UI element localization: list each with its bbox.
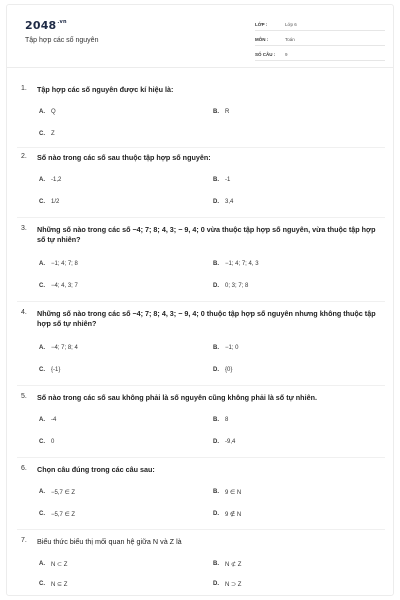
question-number: 4.: [21, 309, 27, 316]
option-key: B.: [213, 109, 219, 115]
option-key: D.: [213, 581, 219, 587]
meta-subject: [255, 34, 385, 46]
option-d[interactable]: [213, 581, 241, 588]
option-key: B.: [213, 177, 219, 183]
question-text: Số nào trong các số sau không phải là số nguyên cũng không phải là số tự nhiên.: [37, 393, 317, 402]
option-value: 3,4: [225, 199, 234, 205]
option-b[interactable]: [213, 261, 259, 267]
question-divider: [17, 385, 385, 386]
option-c[interactable]: [39, 131, 55, 137]
option-value: N ⊃ Z: [225, 582, 242, 588]
option-a[interactable]: [39, 417, 56, 423]
option-key: A.: [39, 261, 45, 267]
option-key: B.: [213, 489, 219, 495]
option-value: −5,7 ∈ Z: [51, 512, 76, 518]
option-key: C.: [39, 511, 45, 517]
option-c[interactable]: [39, 511, 75, 518]
option-key: D.: [213, 439, 219, 445]
option-value: Q: [51, 109, 56, 115]
option-key: C.: [39, 581, 45, 587]
option-d[interactable]: [213, 199, 233, 205]
option-value: 0: [51, 439, 55, 445]
option-a[interactable]: [39, 261, 78, 267]
option-d[interactable]: [213, 511, 241, 518]
option-key: C.: [39, 439, 45, 445]
option-value: −1; 0: [225, 345, 239, 351]
question-number: 1.: [21, 85, 27, 92]
question-number: 6.: [21, 465, 27, 472]
question-header: [21, 393, 381, 403]
option-value: {0}: [225, 367, 233, 373]
worksheet-page: [6, 4, 394, 596]
option-value: 0; 3; 7; 8: [225, 283, 249, 289]
option-value: {-1}: [51, 367, 61, 373]
option-c[interactable]: [39, 199, 59, 205]
question-text: Số nào trong các số sau thuộc tập hợp số nguyên:: [37, 153, 211, 162]
option-b[interactable]: [213, 177, 230, 183]
question-header: [21, 225, 381, 245]
question-number: 5.: [21, 393, 27, 400]
question-header: [21, 153, 381, 163]
question-text: Tập hợp các số nguyên được kí hiệu là:: [37, 85, 174, 94]
question-header: [21, 85, 381, 95]
logo-suffix: .vn: [57, 19, 67, 25]
option-value: −1; 4; 7; 4, 3: [225, 261, 259, 267]
option-value: 1/2: [51, 199, 60, 205]
option-b[interactable]: [213, 345, 239, 351]
option-value: 8: [225, 417, 229, 423]
option-value: N ⊄ Z: [225, 562, 242, 568]
option-value: N ⊂ Z: [51, 562, 68, 568]
option-key: A.: [39, 561, 45, 567]
question-divider: [17, 217, 385, 218]
option-a[interactable]: [39, 345, 78, 351]
option-c[interactable]: [39, 283, 78, 289]
option-value: -4: [51, 417, 57, 423]
meta-value: Lớp 6: [285, 22, 297, 27]
option-d[interactable]: [213, 283, 248, 289]
option-b[interactable]: [213, 489, 241, 496]
question-divider: [17, 457, 385, 458]
worksheet-header: [7, 5, 393, 67]
worksheet-title: Tập hợp các số nguyên: [25, 37, 99, 44]
question-divider: [17, 529, 385, 530]
logo-text: 2048: [25, 19, 57, 32]
meta-question-count: [255, 49, 385, 61]
question-number: 3.: [21, 225, 27, 232]
option-c[interactable]: [39, 367, 60, 373]
meta-class: [255, 19, 385, 31]
question-header: [21, 309, 381, 329]
question-divider: [17, 301, 385, 302]
option-key: D.: [213, 199, 219, 205]
option-key: D.: [213, 511, 219, 517]
question-header: [21, 537, 381, 547]
question-text: Những số nào trong các số −4; 7; 8; 4, 3; − 9, 4; 0 thuộc tập hợp số nguyên nhưng không thuộc tập hợp số tự nhiên?: [37, 309, 376, 328]
question-header: [21, 465, 381, 475]
option-value: -1: [225, 177, 231, 183]
option-key: B.: [213, 261, 219, 267]
option-a[interactable]: [39, 489, 75, 496]
question-text: Những số nào trong các số −4; 7; 8; 4, 3; − 9, 4; 0 vừa thuộc tập hợp số nguyên, vừa thuộc tập hợp số tự nhiên?: [37, 225, 376, 244]
option-d[interactable]: [213, 439, 235, 445]
option-key: C.: [39, 131, 45, 137]
option-c[interactable]: [39, 439, 54, 445]
meta-value: 9: [285, 52, 288, 57]
option-value: 9 ∉ N: [225, 512, 242, 518]
option-a[interactable]: [39, 177, 61, 183]
question-divider: [17, 147, 385, 148]
option-a[interactable]: [39, 561, 67, 568]
option-key: A.: [39, 489, 45, 495]
header-divider: [7, 67, 393, 68]
option-a[interactable]: [39, 109, 56, 115]
option-key: C.: [39, 283, 45, 289]
meta-key: SỐ CÂU :: [255, 52, 276, 57]
meta-key: MÔN :: [255, 37, 269, 42]
option-key: D.: [213, 367, 219, 373]
site-logo[interactable]: [25, 19, 67, 32]
option-key: D.: [213, 283, 219, 289]
option-value: N ⊆ Z: [51, 582, 68, 588]
option-key: B.: [213, 417, 219, 423]
question-text: Biểu thức biểu thị mối quan hệ giữa N và Z là: [37, 537, 182, 546]
option-key: C.: [39, 199, 45, 205]
option-key: A.: [39, 109, 45, 115]
option-d[interactable]: [213, 367, 232, 373]
option-value: −4; 4, 3; 7: [51, 283, 78, 289]
option-key: A.: [39, 177, 45, 183]
option-value: -1,2: [51, 177, 62, 183]
option-value: −4; 7; 8; 4: [51, 345, 78, 351]
option-key: B.: [213, 561, 219, 567]
option-value: R: [225, 109, 230, 115]
option-key: B.: [213, 345, 219, 351]
option-value: -9,4: [225, 439, 236, 445]
meta-value: Toán: [285, 37, 295, 42]
option-value: −1; 4; 7; 8: [51, 261, 78, 267]
option-b[interactable]: [213, 417, 228, 423]
worksheet-meta: [255, 19, 385, 64]
meta-key: LỚP :: [255, 22, 268, 27]
option-c[interactable]: [39, 581, 67, 588]
option-value: 9 ∈ N: [225, 490, 242, 496]
option-value: Z: [51, 131, 55, 137]
question-number: 2.: [21, 153, 27, 160]
option-b[interactable]: [213, 109, 229, 115]
option-key: C.: [39, 367, 45, 373]
option-value: −5,7 ∈ Z: [51, 490, 76, 496]
option-b[interactable]: [213, 561, 241, 568]
option-key: A.: [39, 345, 45, 351]
question-number: 7.: [21, 537, 27, 544]
option-key: A.: [39, 417, 45, 423]
question-text: Chọn câu đúng trong các câu sau:: [37, 465, 155, 474]
